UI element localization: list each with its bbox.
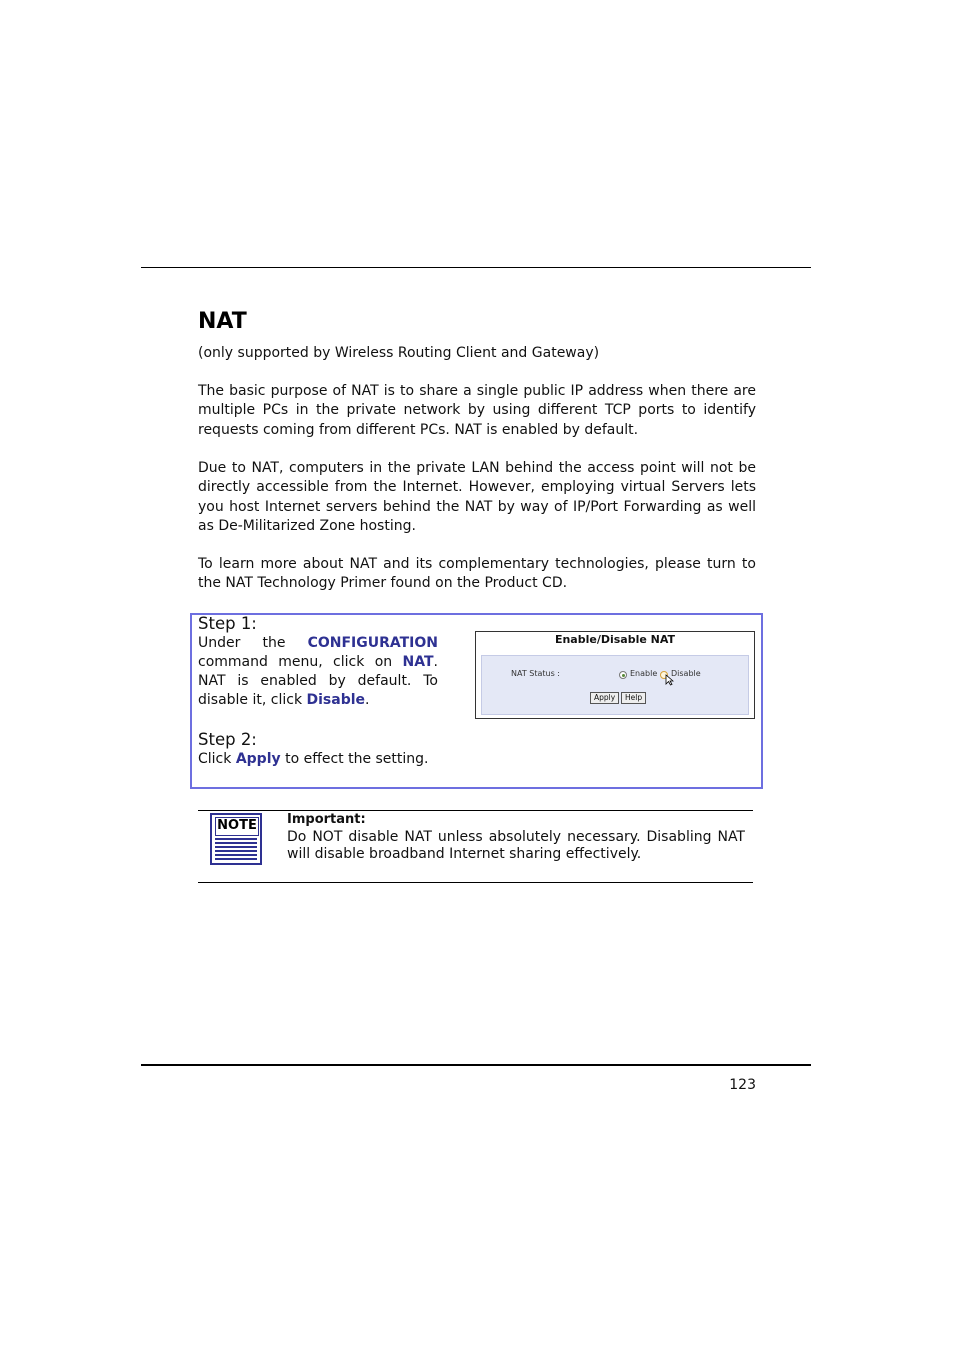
page-number: 123 — [729, 1077, 756, 1093]
nat-status-label: NAT Status : — [511, 669, 560, 678]
note-top-rule — [198, 810, 753, 811]
step2-text-a: Click — [198, 751, 236, 767]
enable-label: Enable — [630, 669, 658, 678]
help-button[interactable]: Help — [621, 692, 646, 704]
step1-text-a: Under the — [198, 635, 308, 651]
bottom-rule — [141, 1064, 811, 1066]
step2-heading: Step 2: — [198, 730, 257, 749]
disable-label: Disable — [671, 669, 701, 678]
step1-text — [198, 634, 438, 710]
note-body: Do NOT disable NAT unless absolutely necessary. Disabling NAT will disable broadband Internet sharing effectively. — [287, 829, 745, 862]
disable-keyword: Disable — [306, 692, 366, 708]
note-bottom-rule — [198, 882, 753, 883]
paragraph-due-to-nat: Due to NAT, computers in the private LAN behind the access point will not be directly accessible from the Internet. However, employing virtual Servers lets you host Internet servers behind the NAT by way of IP/Port Forwarding as well as De-Militarized Zone hosting. — [198, 460, 756, 534]
page-title: NAT — [198, 309, 247, 334]
step2-text — [198, 750, 498, 769]
note-icon — [210, 813, 262, 865]
note-title: Important: — [287, 812, 366, 827]
screenshot-panel — [481, 655, 749, 715]
nat-keyword: NAT — [402, 654, 434, 670]
configuration-keyword: CONFIGURATION — [307, 635, 438, 651]
step1-heading: Step 1: — [198, 614, 257, 633]
step1-text-c: . NAT is enabled by default. To disable it, click — [198, 654, 438, 708]
enable-radio[interactable] — [619, 671, 627, 679]
apply-keyword: Apply — [235, 751, 281, 767]
mouse-cursor-icon — [665, 674, 674, 686]
paragraph-learn-more: To learn more about NAT and its complementary technologies, please turn to the NAT Technology Primer found on the Product CD. — [198, 556, 756, 592]
step1-text-b: command menu, click on — [198, 654, 403, 670]
subtitle: (only supported by Wireless Routing Client and Gateway) — [198, 345, 600, 361]
note-icon-label: NOTE — [215, 817, 259, 836]
step2-text-b: to effect the setting. — [280, 751, 429, 767]
apply-button[interactable]: Apply — [590, 692, 619, 704]
step2 — [198, 730, 498, 769]
step1 — [198, 614, 438, 710]
nat-settings-screenshot — [475, 631, 755, 719]
step1-text-d: . — [365, 692, 370, 708]
paragraph-purpose: The basic purpose of NAT is to share a single public IP address when there are multiple PCs in the private network by using different TCP ports to identify requests coming from different PCs. NAT is enabled by default. — [198, 383, 756, 438]
screenshot-title: Enable/Disable NAT — [554, 633, 676, 646]
top-rule — [141, 267, 811, 268]
note-icon-lines — [215, 838, 257, 862]
